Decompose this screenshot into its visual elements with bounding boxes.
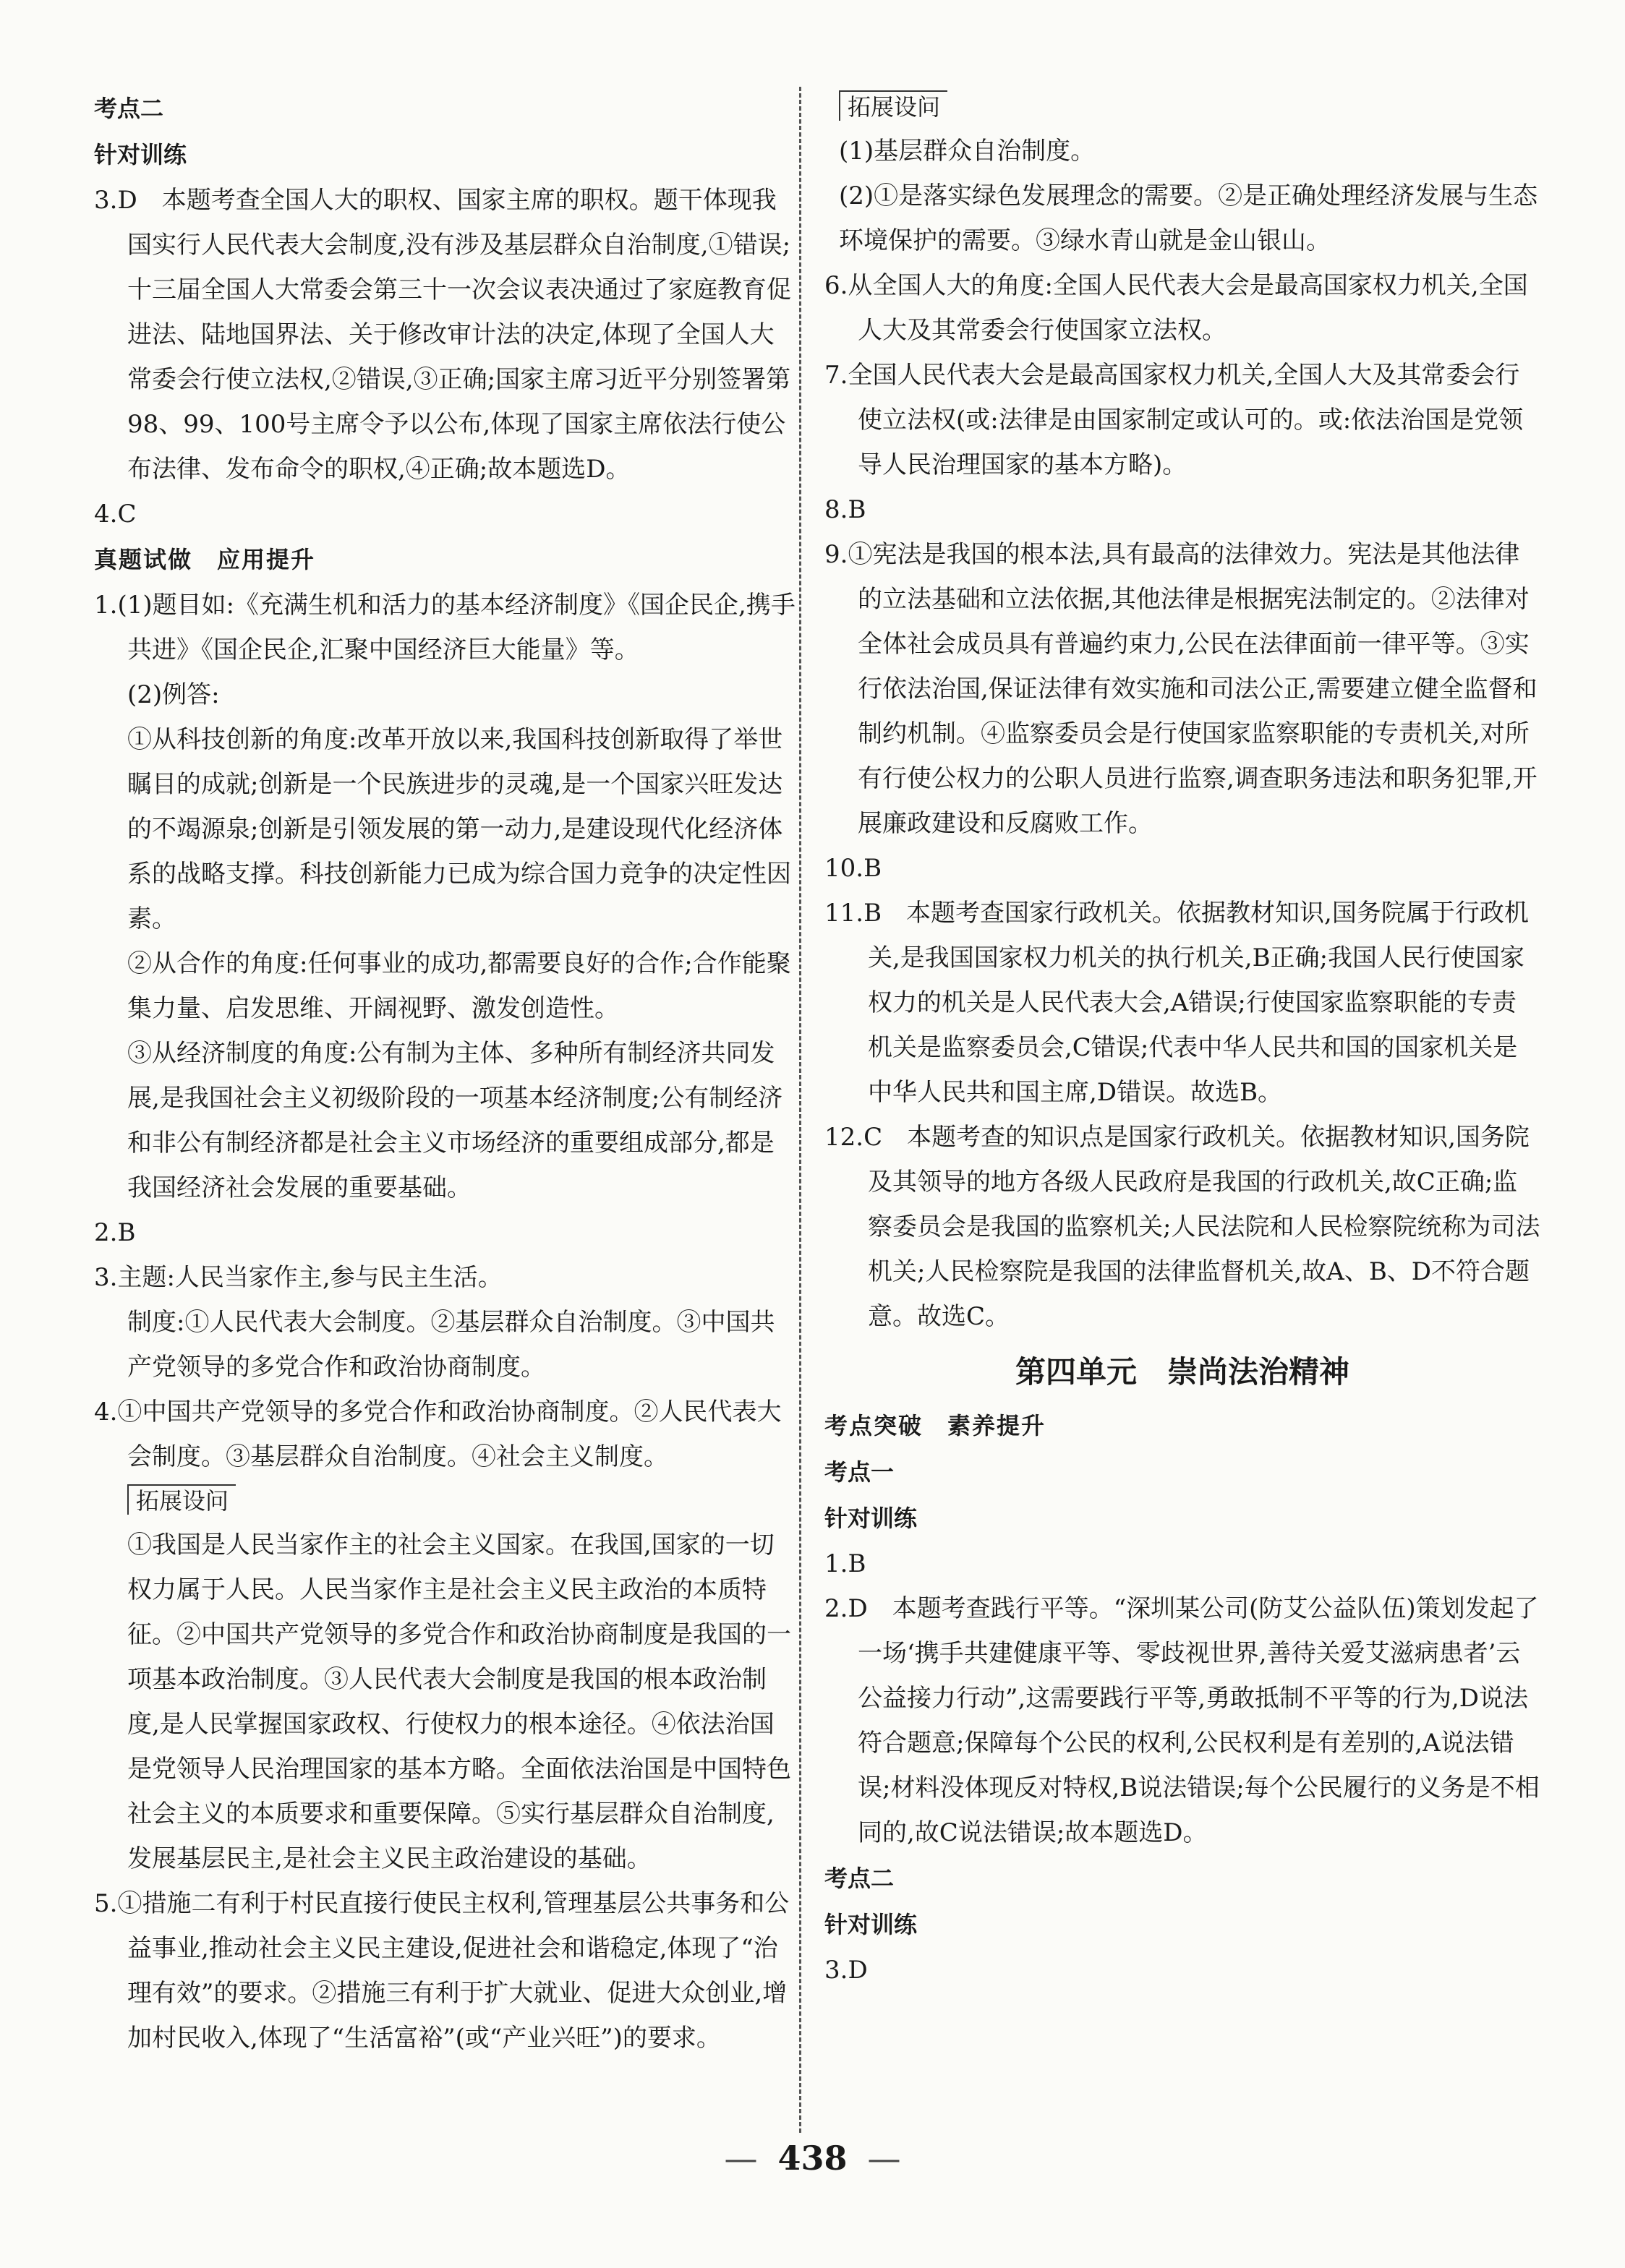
section-heading: 考点一: [824, 1458, 895, 1486]
answer-item: 3.主题:人民当家作主,参与民主生活。: [94, 1263, 503, 1292]
answer-subitem: ①我国是人民当家作主的社会主义国家。在我国,国家的一切权力属于人民。人民当家作主是社会主义民主政治的本质特征。②中国共产党领导的多党合作和政治协商制度是我国的一项基本政治制度。③人民代表大会制度是我国的根本政治制度,是人民掌握国家政权、行使权力的根本途径。④依法治国是党领导人民治理国家的基本方略。全面依法治国是中国特色社会主义的本质要求和重要保障。⑤实行基层群众自治制度,发展基层民主,是社会主义民主政治建设的基础。: [127, 1531, 791, 1873]
section-subheading: 针对训练: [94, 141, 187, 168]
column-divider: [799, 87, 801, 2133]
answer-subitem: (1)基层群众自治制度。: [839, 137, 1096, 166]
answer-item: 8.B: [824, 495, 866, 524]
answer-subitem: (2)①是落实绿色发展理念的需要。②是正确处理经济发展与生态环境保护的需要。③绿水青山就是金山银山。: [839, 181, 1538, 255]
answer-item: 2.D 本题考查践行平等。“深圳某公司(防艾公益队伍)策划发起了一场‘携手共建健康平等、零歧视世界,善待关爱艾滋病患者’云公益接力行动”,这需要践行平等,勇敢抵制不平等的行为,D说法符合题意;保障每个公民的权利,公民权利是有差别的,A说法错误;材料没体现反对特权,B说法错误;每个公民履行的义务是不相同的,故C说法错误;故本题选D。: [824, 1594, 1540, 1847]
extension-question-tag: 拓展设问: [94, 1479, 236, 1523]
section-subheading: 针对训练: [824, 1911, 918, 1938]
answer-subitem: ①从科技创新的角度:改革开放以来,我国科技创新取得了举世瞩目的成就;创新是一个民族进步的灵魂,是一个国家兴旺发达的不竭源泉;创新是引领发展的第一动力,是建设现代化经济体系的战略支撑。科技创新能力已成为综合国力竞争的决定性因素。: [127, 725, 791, 933]
answer-item: 4.①中国共产党领导的多党合作和政治协商制度。②人民代表大会制度。③基层群众自治制度。④社会主义制度。: [94, 1398, 782, 1471]
answer-item: 11.B 本题考查国家行政机关。依据教材知识,国务院属于行政机关,是我国国家权力机关的执行机关,B正确;我国人民行使国家权力的机关是人民代表大会,A错误;行使国家监察职能的专责机关是监察委员会,C错误;代表中华人民共和国的国家机关是中华人民共和国主席,D错误。故选B。: [824, 899, 1529, 1107]
section-subheading: 针对训练: [824, 1505, 918, 1532]
section-heading: 考点突破 素养提升: [824, 1412, 1046, 1439]
answer-subitem: (2)例答:: [127, 680, 220, 709]
extension-question-tag: 拓展设问: [824, 85, 947, 129]
left-column: [94, 85, 796, 2061]
answer-item: 4.C: [94, 500, 137, 529]
page-number: — 438 —: [724, 2139, 901, 2178]
section-heading: 考点二: [94, 95, 164, 122]
right-column: [824, 85, 1540, 1993]
answer-item: 9.①宪法是我国的根本法,具有最高的法律效力。宪法是其他法律的立法基础和立法依据,其他法律是根据宪法制定的。②法律对全体社会成员具有普遍约束力,公民在法律面前一律平等。③实行依法治国,保证法律有效实施和司法公正,需要建立健全监督和制约机制。④监察委员会是行使国家监察职能的专责机关,对所有行使公权力的公职人员进行监察,调查职务违法和职务犯罪,开展廉政建设和反腐败工作。: [824, 540, 1537, 838]
answer-item: 1.B: [824, 1549, 866, 1578]
section-heading: 考点二: [824, 1865, 895, 1892]
answer-item: 2.B: [94, 1218, 136, 1247]
answer-item: 6.从全国人大的角度:全国人民代表大会是最高国家权力机关,全国人大及其常委会行使国家立法权。: [824, 271, 1528, 345]
answer-item: 3.D 本题考查全国人大的职权、国家主席的职权。题干体现我国实行人民代表大会制度,没有涉及基层群众自治制度,①错误;十三届全国人大常委会第三十一次会议表决通过了家庭教育促进法、陆地国界法、关于修改审计法的决定,体现了全国人大常委会行使立法权,②错误,③正确;国家主席习近平分别签署第98、99、100号主席令予以公布,体现了国家主席依法行使公布法律、发布命令的职权,④正确;故本题选D。: [94, 186, 791, 484]
answer-item: 5.①措施二有利于村民直接行使民主权利,管理基层公共事务和公益事业,推动社会主义民主建设,促进社会和谐稳定,体现了“治理有效”的要求。②措施三有利于扩大就业、促进大众创业,增加村民收入,体现了“生活富裕”(或“产业兴旺”)的要求。: [94, 1889, 790, 2053]
answer-item: 10.B: [824, 854, 882, 883]
answer-item: 7.全国人民代表大会是最高国家权力机关,全国人大及其常委会行使立法权(或:法律是由国家制定或认可的。或:依法治国是党领导人民治理国家的基本方略)。: [824, 361, 1524, 479]
answer-item: 1.(1)题目如:《充满生机和活力的基本经济制度》《国企民企,携手共进》《国企民企,汇聚中国经济巨大能量》等。: [94, 591, 796, 664]
answer-subitem: ②从合作的角度:任何事业的成功,都需要良好的合作;合作能聚集力量、启发思维、开阔视野、激发创造性。: [127, 949, 791, 1023]
answer-item: 3.D: [824, 1956, 868, 1985]
answer-subitem: 制度:①人民代表大会制度。②基层群众自治制度。③中国共产党领导的多党合作和政治协商制度。: [127, 1308, 775, 1382]
answer-item: 12.C 本题考查的知识点是国家行政机关。依据教材知识,国务院及其领导的地方各级人民政府是我国的行政机关,故C正确;监察委员会是我国的监察机关;人民法院和人民检察院统称为司法机关;人民检察院是我国的法律监督机关,故A、B、D不符合题意。故选C。: [824, 1123, 1540, 1331]
unit-title: 第四单元 崇尚法治精神: [1015, 1354, 1349, 1390]
answer-subitem: ③从经济制度的角度:公有制为主体、多种所有制经济共同发展,是我国社会主义初级阶段的一项基本经济制度;公有制经济和非公有制经济都是社会主义市场经济的重要组成部分,都是我国经济社会发展的重要基础。: [127, 1039, 783, 1202]
section-heading: 真题试做 应用提升: [94, 546, 316, 573]
